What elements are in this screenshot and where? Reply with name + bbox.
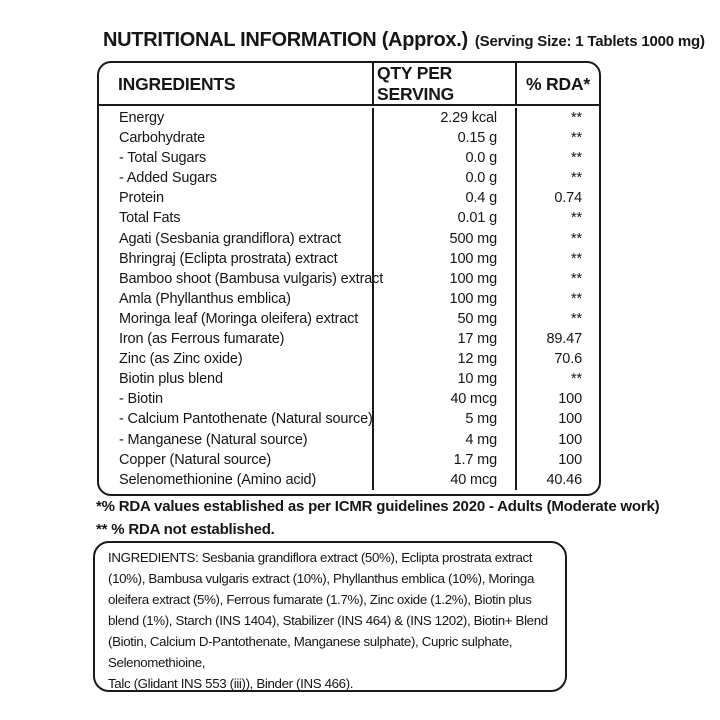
qty-cell: 0.01 g — [372, 208, 515, 228]
table-row — [99, 369, 599, 389]
footnote-rda-not-established: ** % RDA not established. — [96, 520, 275, 538]
ingredient-cell: Bamboo shoot (Bambusa vulgaris) extract — [119, 270, 384, 287]
qty-cell: 0.4 g — [372, 188, 515, 208]
footnote-rda-established: *% RDA values established as per ICMR guidelines 2020 - Adults (Moderate work) — [96, 498, 660, 515]
ingredient-cell: Biotin plus blend — [119, 371, 223, 388]
rda-cell: 70.6 — [515, 349, 599, 369]
table-row — [99, 450, 599, 470]
ingredients-line: (Biotin, Calcium D-Pantothenate, Manganese sulphate), Cupric sulphate, — [108, 634, 513, 649]
rda-cell: ** — [515, 128, 599, 148]
ingredient-cell: Carbohydrate — [119, 130, 206, 147]
table-row — [99, 470, 599, 490]
table-row — [99, 309, 599, 329]
ingredient-cell: Total Fats — [119, 210, 181, 227]
qty-cell: 10 mg — [372, 369, 515, 389]
table-body — [99, 106, 599, 494]
qty-cell: 50 mg — [372, 309, 515, 329]
qty-cell: 0.0 g — [372, 168, 515, 188]
qty-cell: 100 mg — [372, 269, 515, 289]
table-row — [99, 208, 599, 228]
rda-cell: ** — [515, 309, 599, 329]
ingredient-cell: Amla (Phyllanthus emblica) — [119, 290, 291, 307]
rda-cell: 0.74 — [515, 188, 599, 208]
ingredients-line: Talc (Glidant INS 553 (iii)), Binder (INS 466). — [108, 676, 354, 691]
rda-cell: 100 — [515, 430, 599, 450]
table-row — [99, 389, 599, 409]
ingredient-cell: Protein — [119, 190, 164, 207]
rda-cell: 100 — [515, 409, 599, 429]
rda-cell: ** — [515, 289, 599, 309]
rda-cell: ** — [515, 229, 599, 249]
rda-cell: ** — [515, 208, 599, 228]
ingredient-cell: Zinc (as Zinc oxide) — [119, 351, 243, 368]
table-row — [99, 168, 599, 188]
ingredient-cell: Copper (Natural source) — [119, 451, 272, 468]
qty-cell: 40 mcg — [372, 470, 515, 490]
table-row — [99, 289, 599, 309]
qty-cell: 100 mg — [372, 249, 515, 269]
ingredients-text — [108, 547, 559, 692]
rda-cell: ** — [515, 269, 599, 289]
footnotes — [96, 496, 659, 541]
table-row — [99, 409, 599, 429]
ingredient-cell: Bhringraj (Eclipta prostrata) extract — [119, 250, 338, 267]
table-row — [99, 349, 599, 369]
ingredient-cell: Agati (Sesbania grandiflora) extract — [119, 230, 341, 247]
ingredient-cell: Energy — [119, 110, 165, 126]
ingredients-box — [93, 541, 567, 692]
rda-cell: 40.46 — [515, 470, 599, 490]
rda-cell: ** — [515, 249, 599, 269]
table-row — [99, 329, 599, 349]
title-main: NUTRITIONAL INFORMATION (Approx.) — [103, 29, 468, 51]
qty-cell: 1.7 mg — [372, 450, 515, 470]
qty-cell: 0.15 g — [372, 128, 515, 148]
ingredient-cell: - Calcium Pantothenate (Natural source) — [119, 411, 373, 428]
rda-cell: ** — [515, 108, 599, 128]
qty-cell: 12 mg — [372, 349, 515, 369]
rda-cell: ** — [515, 148, 599, 168]
qty-cell: 40 mcg — [372, 389, 515, 409]
qty-cell: 2.29 kcal — [372, 108, 515, 128]
page-title — [103, 29, 705, 52]
qty-cell: 500 mg — [372, 229, 515, 249]
ingredients-line: blend (1%), Starch (INS 1404), Stabilizer (INS 464) & (INS 1202), Biotin+ Blend — [108, 613, 548, 628]
serving-size: (Serving Size: 1 Tablets 1000 mg) — [474, 33, 705, 50]
header-rda: % RDA* — [515, 63, 599, 105]
ingredient-cell: - Added Sugars — [119, 170, 217, 187]
ingredients-line: INGREDIENTS: Sesbania grandiflora extract (50%), Eclipta prostrata extract — [108, 550, 533, 565]
qty-cell: 5 mg — [372, 409, 515, 429]
qty-cell: 4 mg — [372, 430, 515, 450]
table-row — [99, 128, 599, 148]
ingredient-cell: Iron (as Ferrous fumarate) — [119, 331, 285, 348]
ingredients-line: (10%), Bambusa vulgaris extract (10%), Phyllanthus emblica (10%), Moringa — [108, 571, 534, 586]
rda-cell: ** — [515, 369, 599, 389]
table-row — [99, 249, 599, 269]
rda-cell: 100 — [515, 389, 599, 409]
ingredient-cell: Moringa leaf (Moringa oleifera) extract — [119, 310, 359, 327]
header-ingredients: INGREDIENTS — [118, 73, 236, 94]
qty-cell: 100 mg — [372, 289, 515, 309]
table-row — [99, 430, 599, 450]
nutrition-table — [97, 61, 601, 496]
table-row — [99, 148, 599, 168]
header-qty-per-serving: QTY PER SERVING — [372, 63, 515, 105]
rda-cell: ** — [515, 168, 599, 188]
ingredients-line: Selenomethioine, — [108, 655, 206, 670]
ingredient-cell: Selenomethionine (Amino acid) — [119, 471, 317, 488]
ingredient-cell: - Manganese (Natural source) — [119, 431, 308, 448]
qty-cell: 17 mg — [372, 329, 515, 349]
table-row — [99, 269, 599, 289]
table-row — [99, 229, 599, 249]
rda-cell: 100 — [515, 450, 599, 470]
qty-cell: 0.0 g — [372, 148, 515, 168]
ingredient-cell: - Total Sugars — [119, 150, 207, 167]
table-header-row — [99, 63, 599, 106]
ingredients-line: oleifera extract (5%), Ferrous fumarate (1.7%), Zinc oxide (1.2%), Biotin plus — [108, 592, 532, 607]
rda-cell: 89.47 — [515, 329, 599, 349]
table-row — [99, 188, 599, 208]
ingredient-cell: - Biotin — [119, 391, 163, 408]
table-row — [99, 108, 599, 128]
